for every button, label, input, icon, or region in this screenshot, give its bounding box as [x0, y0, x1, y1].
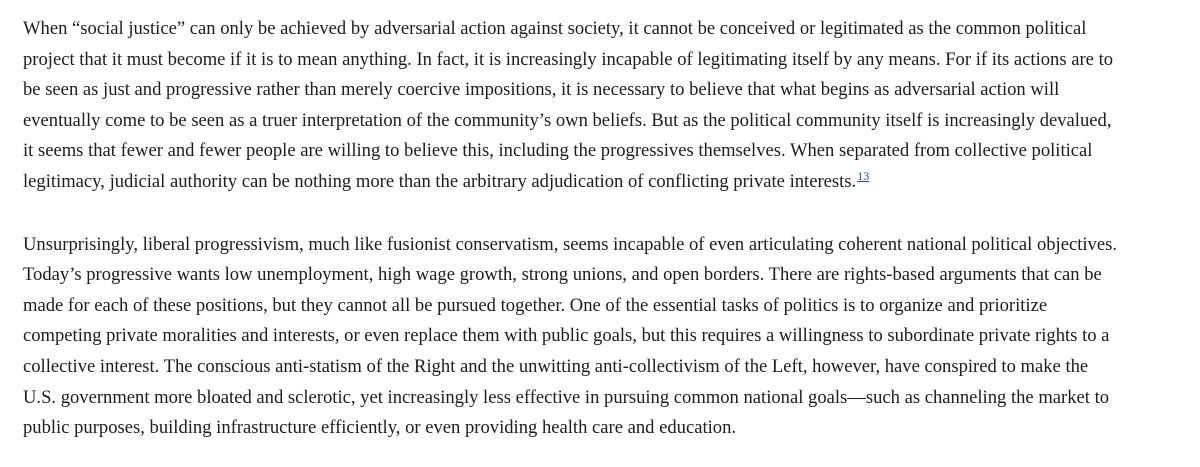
paragraph-line: Unsurprisingly, liberal progressivism, much like fusionist conservatism, seems incapable of even articulating coherent national political objectives.: [23, 233, 1117, 255]
paragraph-line: competing private moralities and interests, or even replace them with public goals, but this requires a willingness to subordinate private rights to a: [23, 325, 1110, 347]
paragraph-line: collective interest. The conscious anti-statism of the Right and the unwitting anti-collectivism of the Left, however, have conspired to make the: [23, 355, 1089, 377]
paragraph-1: [23, 14, 1178, 198]
paragraph-line: project that it must become if it is to mean anything. In fact, it is increasingly incapable of legitimating itself by any means. For if its actions are to: [23, 48, 1114, 70]
paragraph-line: Today’s progressive wants low unemployment, high wage growth, strong unions, and open borders. There are rights-based arguments that can be: [23, 264, 1102, 286]
paragraph-line: U.S. government more bloated and sclerotic, yet increasingly less effective in pursuing common national goals—such as channeling the market to: [23, 386, 1110, 408]
paragraph-line: eventually come to be seen as a truer interpretation of the community’s own beliefs. But as the political community itself is increasingly devalued,: [23, 109, 1112, 131]
paragraph-line: it seems that fewer and fewer people are willing to believe this, including the progressives themselves. When separated from collective political: [23, 140, 1093, 162]
paragraph-line: When “social justice” can only be achieved by adversarial action against society, it cannot be conceived or legitimated as the common political: [23, 18, 1087, 39]
paragraph-2: [23, 230, 1178, 444]
paragraph-last-line: [23, 167, 1178, 198]
footnote-link[interactable]: 13: [857, 168, 870, 183]
paragraph-line: be seen as just and progressive rather than merely coercive impositions, it is necessary to believe that what begins as adversarial action will: [23, 79, 1060, 101]
paragraph-line: public purposes, building infrastructure efficiently, or even providing health care and education.: [23, 417, 737, 439]
paragraph-line-text: legitimacy, judicial authority can be nothing more than the arbitrary adjudication of conflicting private interests.: [23, 170, 857, 192]
paragraph-line: made for each of these positions, but they cannot all be pursued together. One of the essential tasks of politics is to organize and prioritize: [23, 294, 1048, 316]
